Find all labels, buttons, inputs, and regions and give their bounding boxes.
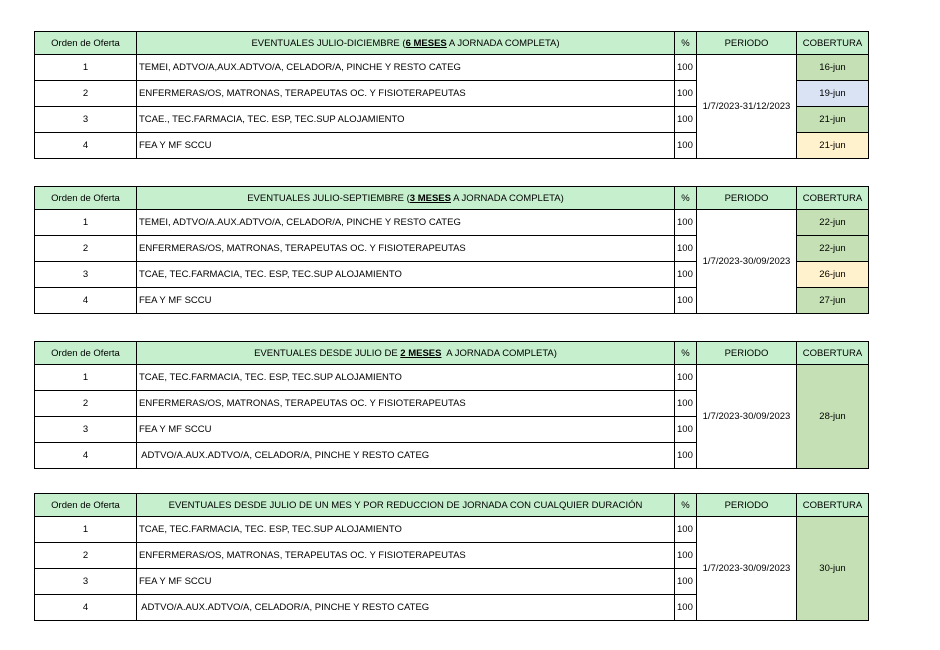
- coverage-header: COBERTURA: [797, 187, 869, 210]
- order-cell: 2: [35, 391, 137, 417]
- order-cell: 2: [35, 236, 137, 262]
- order-header: Orden de Oferta: [35, 187, 137, 210]
- pct-cell: 100: [675, 595, 697, 621]
- coverage-header: COBERTURA: [797, 342, 869, 365]
- period-header: PERIODO: [697, 342, 797, 365]
- table-title: EVENTUALES JULIO-SEPTIEMBRE (3 MESES A JORNADA COMPLETA): [137, 187, 675, 210]
- order-cell: 2: [35, 543, 137, 569]
- order-header: Orden de Oferta: [35, 342, 137, 365]
- order-header: Orden de Oferta: [35, 32, 137, 55]
- schedule-table-4: [34, 493, 869, 621]
- schedule-table-1: [34, 31, 869, 159]
- coverage-cell: 16-jun: [797, 55, 869, 81]
- coverage-cell: 30-jun: [797, 517, 869, 621]
- categories-cell: FEA Y MF SCCU: [137, 288, 675, 314]
- categories-cell: TCAE., TEC.FARMACIA, TEC. ESP, TEC.SUP ALOJAMIENTO: [137, 107, 675, 133]
- order-cell: 4: [35, 288, 137, 314]
- categories-cell: ENFERMERAS/OS, MATRONAS, TERAPEUTAS OC. Y FISIOTERAPEUTAS: [137, 81, 675, 107]
- order-cell: 4: [35, 443, 137, 469]
- pct-header: %: [675, 494, 697, 517]
- categories-cell: ADTVO/A.AUX.ADTVO/A, CELADOR/A, PINCHE Y RESTO CATEG: [137, 595, 675, 621]
- pct-header: %: [675, 187, 697, 210]
- table-row: [35, 517, 869, 543]
- table-header-row: [35, 494, 869, 517]
- coverage-cell: 28-jun: [797, 365, 869, 469]
- pct-cell: 100: [675, 81, 697, 107]
- table-row: [35, 210, 869, 236]
- pct-cell: 100: [675, 417, 697, 443]
- table-header-row: [35, 342, 869, 365]
- categories-cell: TCAE, TEC.FARMACIA, TEC. ESP, TEC.SUP ALOJAMIENTO: [137, 517, 675, 543]
- period-header: PERIODO: [697, 32, 797, 55]
- pct-cell: 100: [675, 236, 697, 262]
- categories-cell: TCAE, TEC.FARMACIA, TEC. ESP, TEC.SUP ALOJAMIENTO: [137, 365, 675, 391]
- order-cell: 1: [35, 210, 137, 236]
- categories-cell: ADTVO/A.AUX.ADTVO/A, CELADOR/A, PINCHE Y RESTO CATEG: [137, 443, 675, 469]
- table-row: [35, 55, 869, 81]
- schedule-table-2: [34, 186, 869, 314]
- table-title: EVENTUALES DESDE JULIO DE UN MES Y POR REDUCCION DE JORNADA CON CUALQUIER DURACIÓN: [137, 494, 675, 517]
- pct-cell: 100: [675, 262, 697, 288]
- order-cell: 4: [35, 595, 137, 621]
- order-cell: 1: [35, 517, 137, 543]
- pct-cell: 100: [675, 543, 697, 569]
- coverage-header: COBERTURA: [797, 32, 869, 55]
- order-cell: 1: [35, 55, 137, 81]
- order-cell: 3: [35, 262, 137, 288]
- categories-cell: FEA Y MF SCCU: [137, 133, 675, 159]
- period-cell: 1/7/2023-30/09/2023: [697, 517, 797, 621]
- pct-cell: 100: [675, 107, 697, 133]
- pct-cell: 100: [675, 391, 697, 417]
- order-cell: 3: [35, 569, 137, 595]
- period-cell: 1/7/2023-30/09/2023: [697, 210, 797, 314]
- table-row: [35, 365, 869, 391]
- pct-cell: 100: [675, 365, 697, 391]
- categories-cell: ENFERMERAS/OS, MATRONAS, TERAPEUTAS OC. Y FISIOTERAPEUTAS: [137, 391, 675, 417]
- order-header: Orden de Oferta: [35, 494, 137, 517]
- order-cell: 3: [35, 107, 137, 133]
- table-header-row: [35, 187, 869, 210]
- order-cell: 3: [35, 417, 137, 443]
- coverage-cell: 22-jun: [797, 210, 869, 236]
- pct-cell: 100: [675, 133, 697, 159]
- coverage-cell: 21-jun: [797, 133, 869, 159]
- pct-cell: 100: [675, 443, 697, 469]
- categories-cell: FEA Y MF SCCU: [137, 569, 675, 595]
- categories-cell: TEMEI, ADTVO/A.AUX.ADTVO/A, CELADOR/A, PINCHE Y RESTO CATEG: [137, 210, 675, 236]
- pct-cell: 100: [675, 288, 697, 314]
- table-header-row: [35, 32, 869, 55]
- period-header: PERIODO: [697, 187, 797, 210]
- period-cell: 1/7/2023-31/12/2023: [697, 55, 797, 159]
- period-header: PERIODO: [697, 494, 797, 517]
- table-title: EVENTUALES DESDE JULIO DE 2 MESES A JORNADA COMPLETA): [137, 342, 675, 365]
- categories-cell: ENFERMERAS/OS, MATRONAS, TERAPEUTAS OC. Y FISIOTERAPEUTAS: [137, 543, 675, 569]
- period-cell: 1/7/2023-30/09/2023: [697, 365, 797, 469]
- schedule-table-3: [34, 341, 869, 469]
- pct-cell: 100: [675, 569, 697, 595]
- order-cell: 2: [35, 81, 137, 107]
- pct-cell: 100: [675, 55, 697, 81]
- pct-cell: 100: [675, 517, 697, 543]
- categories-cell: TCAE, TEC.FARMACIA, TEC. ESP, TEC.SUP ALOJAMIENTO: [137, 262, 675, 288]
- coverage-cell: 27-jun: [797, 288, 869, 314]
- coverage-cell: 19-jun: [797, 81, 869, 107]
- categories-cell: ENFERMERAS/OS, MATRONAS, TERAPEUTAS OC. Y FISIOTERAPEUTAS: [137, 236, 675, 262]
- categories-cell: TEMEI, ADTVO/A,AUX.ADTVO/A, CELADOR/A, PINCHE Y RESTO CATEG: [137, 55, 675, 81]
- coverage-cell: 21-jun: [797, 107, 869, 133]
- coverage-cell: 26-jun: [797, 262, 869, 288]
- order-cell: 1: [35, 365, 137, 391]
- categories-cell: FEA Y MF SCCU: [137, 417, 675, 443]
- table-title: EVENTUALES JULIO-DICIEMBRE (6 MESES A JORNADA COMPLETA): [137, 32, 675, 55]
- coverage-cell: 22-jun: [797, 236, 869, 262]
- coverage-header: COBERTURA: [797, 494, 869, 517]
- pct-header: %: [675, 32, 697, 55]
- pct-header: %: [675, 342, 697, 365]
- pct-cell: 100: [675, 210, 697, 236]
- order-cell: 4: [35, 133, 137, 159]
